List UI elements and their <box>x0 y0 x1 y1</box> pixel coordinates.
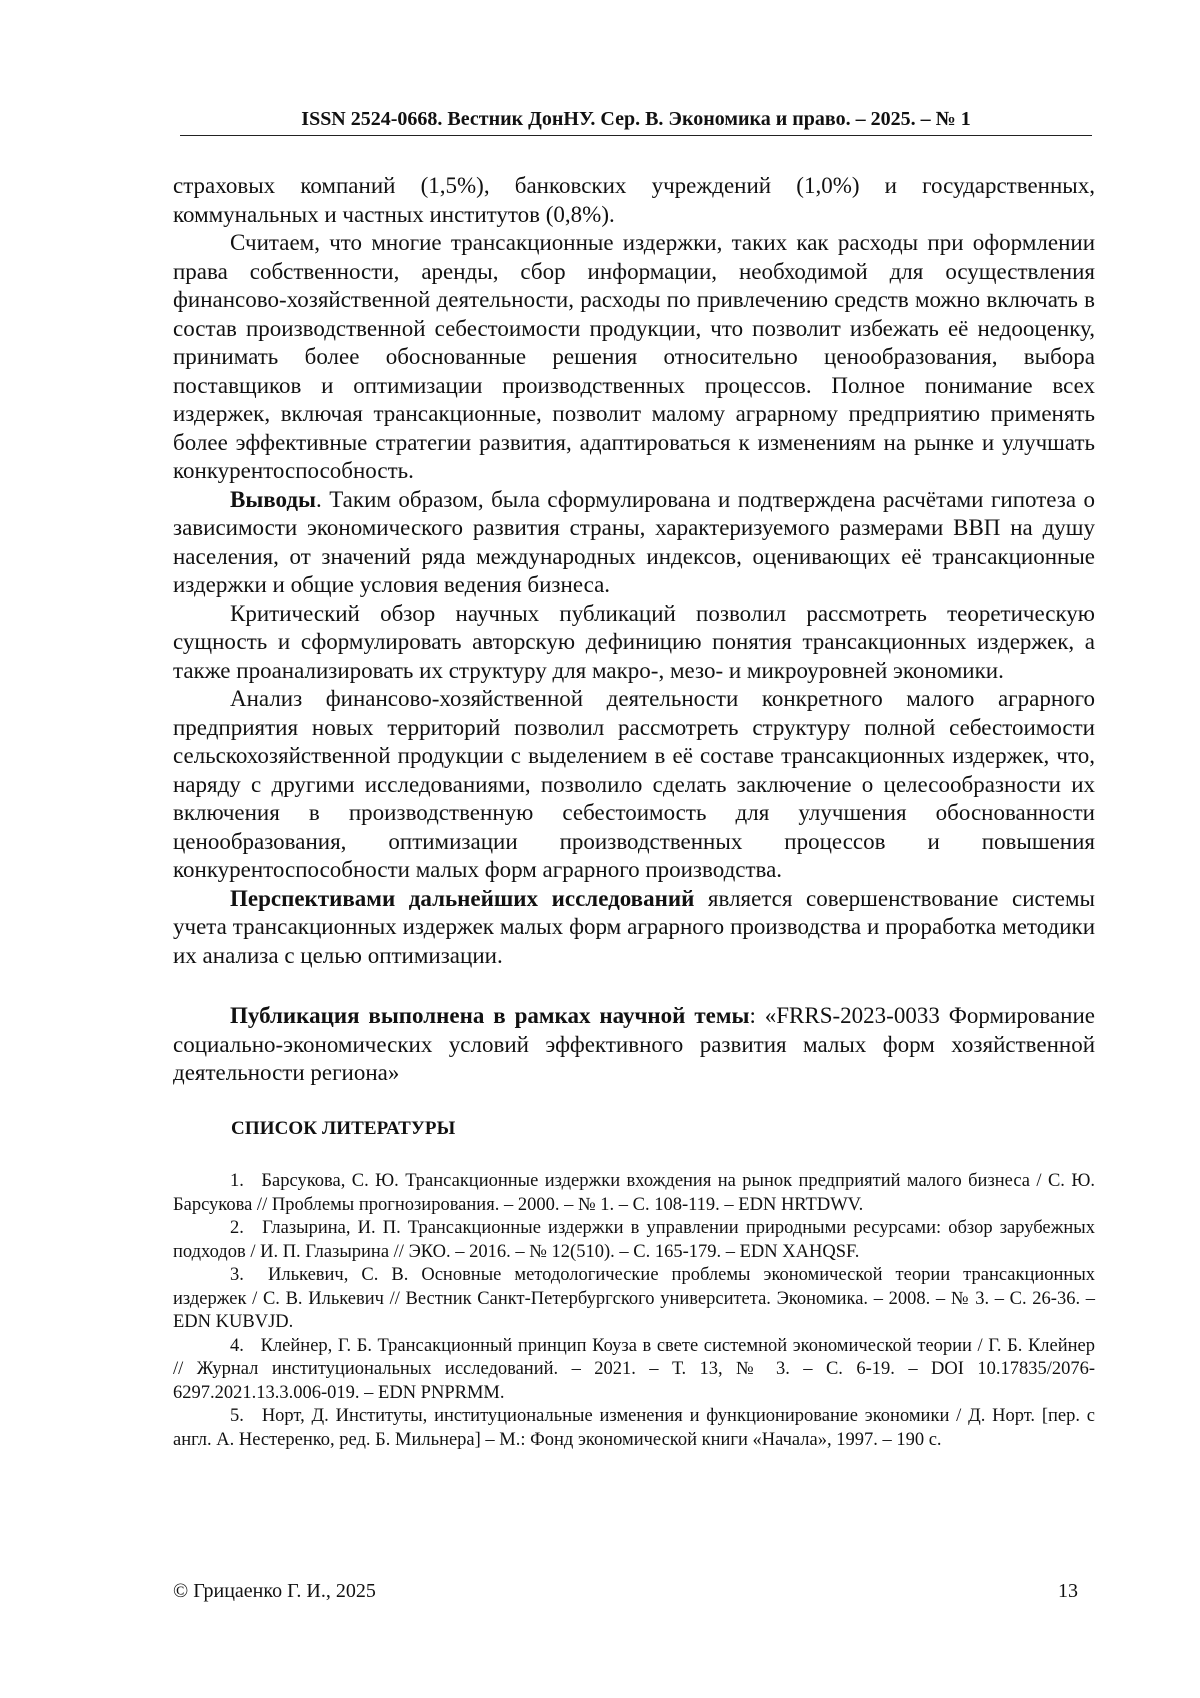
publication-lead: Публикация выполнена в рамках научной темы <box>230 1003 750 1028</box>
publication-text: : «FRRS-2023-0033 Формирование социально-экономических условий эффективного развития малых форм хозяйственной деятельности региона» <box>173 1003 1096 1085</box>
reference-text: Глазырина, И. П. Трансакционные издержки в управлении природными ресурсами: обзор зарубежных подходов / И. П. Глазырина // ЭКО. – 2016. – № 12(510). – С. 165-179. – EDN XAHQSF. <box>173 1218 1095 1262</box>
article-body <box>173 172 1095 1088</box>
reference-item <box>173 1264 1095 1335</box>
paragraph-4: Критический обзор научных публикаций позволил рассмотреть теоретическую сущность и сформулировать авторскую дефиницию понятия трансакционных издержек, а также проанализировать их структуру для макро-, мезо- и микроуровней экономики. <box>173 600 1095 683</box>
copyright-notice: © Грицаенко Г. И., 2025 <box>173 1580 376 1602</box>
reference-item <box>173 1335 1095 1406</box>
journal-header: ISSN 2524-0668. Вестник ДонНУ. Сер. В. Экономика и право. – 2025. – № 1 <box>180 108 1092 136</box>
reference-item <box>173 1170 1095 1217</box>
reference-number: 2. <box>230 1218 244 1238</box>
reference-text: Барсукова, С. Ю. Трансакционные издержки вхождения на рынок предприятий малого бизнеса / С. Ю. Барсукова // Проблемы прогнозирования. – 2000. – № 1. – С. 108-119. – EDN HRTDWV. <box>173 1171 1095 1215</box>
paragraph-1: страховых компаний (1,5%), банковских учреждений (1,0%) и государственных, коммунальных и частных институтов (0,8%). <box>173 173 1095 227</box>
reference-number: 4. <box>230 1335 244 1356</box>
reference-text: Норт, Д. Институты, институциональные изменения и функционирование экономики / Д. Норт. [пер. с англ. А. Нестеренко, ред. Б. Мильнера] – М.: Фонд экономической книги «Начала», 1997. – 190 с. <box>173 1406 1096 1450</box>
references-title: СПИСОК ЛИТЕРАТУРЫ <box>231 1118 456 1139</box>
paragraph-2: Считаем, что многие трансакционные издержки, таких как расходы при оформлении права собственности, аренды, сбор информации, необходимой для осуществления финансово-хозяйственной деятельности, расходы по привлечению средств можно включать в состав производственной себестоимости продукции, что позволит избежать её недооценку, принимать более обоснованные решения относительно ценообразования, выбора поставщиков и оптимизации производственных процессов. Полное понимание всех издержек, включая трансакционные, позволит малому аграрному предприятию применять более эффективные стратегии развития, адаптироваться к изменениям на рынке и улучшать конкурентоспособность. <box>173 230 1095 483</box>
page-number: 13 <box>1058 1580 1078 1602</box>
reference-text: Илькевич, С. В. Основные методологические проблемы экономической теории трансакционных издержек / С. В. Илькевич // Вестник Санкт-Петербургского университета. Экономика. – 2008. – № 3. – С. 26-36. – EDN KUBVJD. <box>173 1265 1096 1332</box>
paragraph-publication <box>173 1002 1095 1088</box>
paragraph-5: Анализ финансово-хозяйственной деятельности конкретного малого аграрного предприятия новых территорий позволил рассмотреть структуру полной себестоимости сельскохозяйственной продукции с выделением в её составе трансакционных издержек, что, наряду с другими исследованиями, позволило сделать заключение о целесообразности их включения в производственную себестоимость для улучшения обоснованности ценообразования, оптимизации производственных процессов и повышения конкурентоспособности малых форм аграрного производства. <box>173 686 1095 882</box>
reference-number: 1. <box>230 1171 244 1191</box>
reference-item <box>173 1217 1095 1264</box>
paragraph-conclusions <box>173 486 1095 600</box>
conclusions-lead: Выводы <box>230 486 316 512</box>
prospects-text: является совершенствование системы учета трансакционных издержек малых форм аграрного производства и проработка методики их анализа с целью оптимизации. <box>173 885 1096 968</box>
prospects-lead: Перспективами дальнейших исследований <box>230 885 695 911</box>
reference-item <box>173 1405 1095 1452</box>
reference-number: 3. <box>230 1265 244 1285</box>
reference-text: Клейнер, Г. Б. Трансакционный принцип Коуза в свете системной экономической теории / Г. Б. Клейнер // Журнал институциональных исследований. – 2021. – Т. 13, № 3. – С. 6-19. – DOI 10.17835/2076-6297.2021.13.3.006-019. – EDN PNPRMM. <box>173 1335 1096 1403</box>
reference-number: 5. <box>230 1406 244 1426</box>
conclusions-text: . Таким образом, была сформулирована и подтверждена расчётами гипотеза о зависимости экономического развития страны, характеризуемого размерами ВВП на душу населения, от значений ряда международных индексов, оценивающих её трансакционные издержки и общие условия ведения бизнеса. <box>173 486 1095 597</box>
paragraph-prospects <box>173 885 1095 971</box>
references-list <box>173 1170 1095 1452</box>
